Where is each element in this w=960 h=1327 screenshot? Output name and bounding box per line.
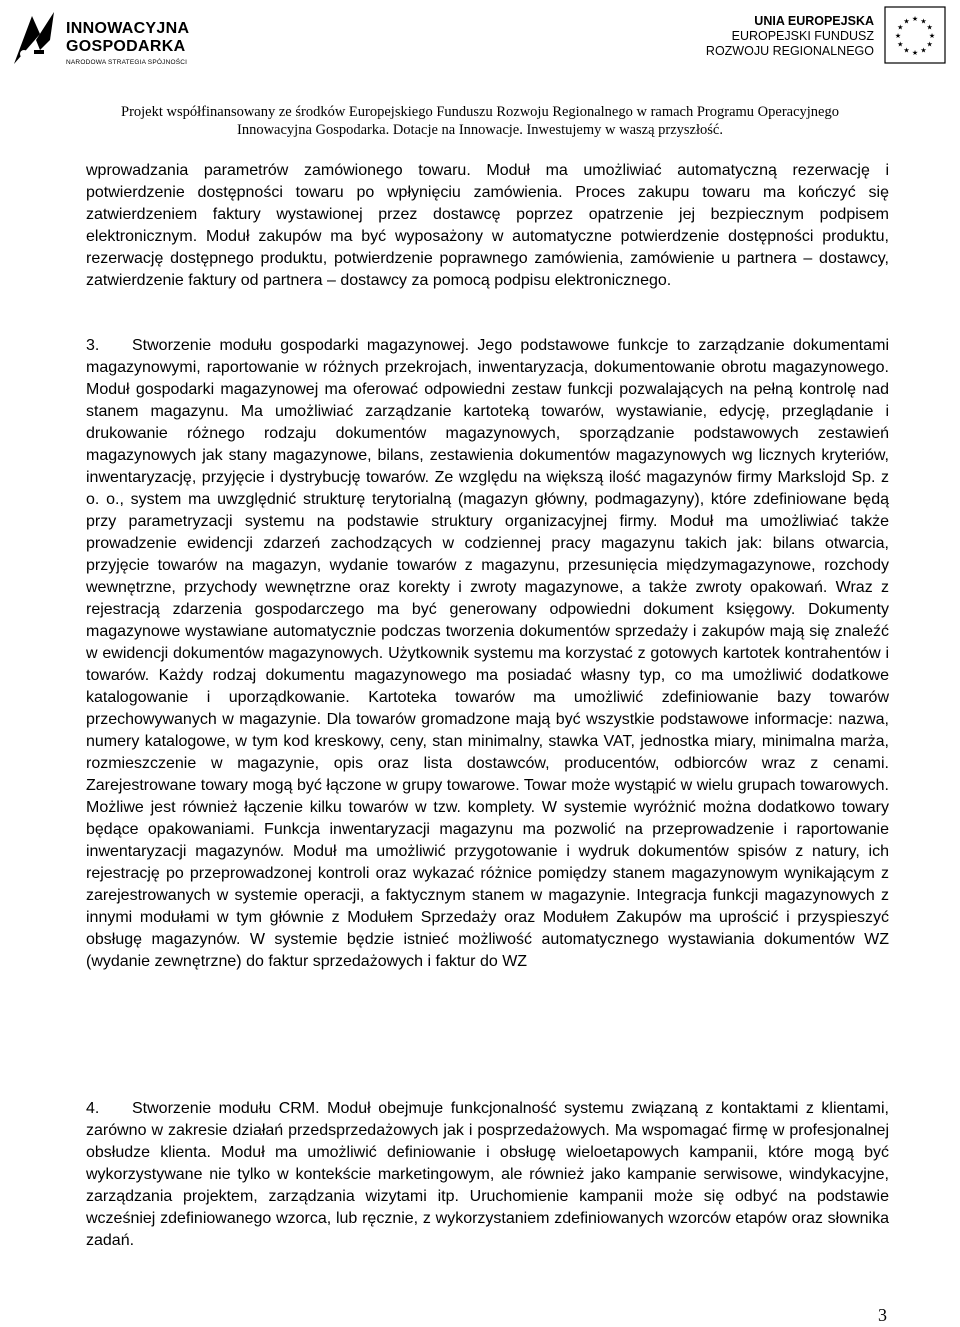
svg-text:★: ★ [920, 46, 927, 55]
svg-text:★: ★ [897, 40, 904, 49]
eu-logo-title: UNIA EUROPEJSKA [754, 14, 874, 28]
svg-text:★: ★ [926, 40, 933, 49]
svg-text:★: ★ [903, 46, 910, 55]
svg-text:★: ★ [897, 23, 904, 32]
page-number: 3 [878, 1305, 887, 1325]
innowacyjna-gospodarka-logo [10, 10, 210, 70]
logo-left-subtitle: NARODOWA STRATEGIA SPÓJNOŚCI [66, 59, 188, 66]
eu-logo-text [706, 14, 874, 59]
paragraph-text: wprowadzania parametrów zamówionego towaru. Moduł ma umożliwiać automatyczną rezerwację i potwierdzenie dostępności towaru po wpłynięciu zamówienia. Proces zakupu towaru ma kończyć się zatwierdzeniem faktury wystawionej przez dostawcę poprzez opatrzenie jej bezpiecznym podpisem elektronicznym. Moduł zakupów ma być wyposażony w automatyczne potwierdzenie dostępności produktu, rezerwację dostępnego produktu, potwierdzenie poprawnego zamówienia, zamówienie u partnera – dostawcy, zatwierdzenie faktury od partnera – dostawcy za pomocą podpisu elektronicznego. [86, 162, 889, 289]
project-funding-line-2: Innowacyjna Gospodarka. Dotacje na Innowacje. Inwestujemy w waszą przyszłość. [237, 122, 723, 138]
eu-flag-icon [884, 6, 946, 64]
list-item-4 [86, 1098, 889, 1252]
svg-text:★: ★ [920, 17, 927, 26]
svg-text:★: ★ [894, 32, 902, 40]
eu-logo-line2: EUROPEJSKI FUNDUSZ [731, 29, 874, 43]
list-item-4-paragraph [86, 1098, 889, 1252]
list-item-3-number: 3. [86, 337, 100, 354]
list-item-4-text: Stworzenie modułu CRM. Moduł obejmuje funkcjonalność systemu związaną z kontaktami z klientami, zarówno w zakresie działań przedsprzedażowych jak i posprzedażowych. Ma wspomagać firmę w profesjonalnej obsłudze klienta. Moduł ma umożliwić definiowanie i obsługę wieloetapowych kampanii, które mogą być wykorzystywane nie tylko w kontekście marketingowym, ale również jako kampanie serwisowe, windykacyjne, zarządzania projektem, zarządzania wizytami itp. Uruchomienie kampanii może się odbyć na podstawie wcześniej zdefiniowanego wzorca, lub ręcznie, z wykorzystaniem zdefiniowanych wzorców etapów oraz słownika zadań. [86, 1100, 889, 1249]
innowacyjna-gospodarka-emblem-icon [10, 10, 58, 66]
continued-paragraph [86, 160, 889, 292]
logo-left-name: INNOWACYJNA GOSPODARKA [66, 20, 190, 55]
project-funding-line-1: Projekt współfinansowany ze środków Europejskiego Funduszu Rozwoju Regionalnego w ramach Programu Operacyjnego [121, 104, 839, 120]
list-item-3-paragraph [86, 335, 889, 973]
page-header [0, 0, 960, 138]
svg-text:★: ★ [911, 49, 919, 57]
svg-text:★: ★ [926, 23, 933, 32]
svg-text:★: ★ [928, 32, 936, 40]
list-item-4-number: 4. [86, 1100, 100, 1117]
svg-text:★: ★ [903, 17, 910, 26]
list-item-3-text: Stworzenie modułu gospodarki magazynowej. Jego podstawowe funkcje to zarządzanie dokumentami magazynowymi, raportowanie w różnych przekrojach, inwentaryzacja, dokumentowanie obrotu magazynowego. Moduł gospodarki magazynowej ma oferować odpowiedni zestaw funkcji pozwalających na pełną kontrolę nad stanem magazynu. Ma umożliwiać zarządzanie kartoteką towarów, wystawianie, edycję, przeglądanie i drukowanie różnego rodzaju dokumentów magazynowych, sporządzanie podstawowych zestawień magazynowych jak stany magazynowe, bilans, zestawienia dokumentów magazynowych wg licznych kryteriów, inwentaryzację, przyjęcie i dystrybucję towarów. Ze względu na większą ilość magazynów firmy Markslojd Sp. z o. o., system ma uwzględnić strukturę terytorialną (magazyn główny, podmagazyny), które zdefiniowane będą przy parametryzacji systemu na podstawie struktury organizacyjnej firmy. Moduł ma umożliwiać także prowadzenie ewidencji zdarzeń zachodzących w codziennej pracy magazynu takich jak: bilans otwarcia, przyjęcie towarów na magazyn, wydanie towarów z magazynu, przesunięcia międzymagazynowe, rozchody wewnętrzne, przychody wewnętrzne oraz korekty i zwroty magazynowe, a także zwroty opakowań. Wraz z rejestracją zdarzenia gospodarczego ma być generowany odpowiedni dokument księgowy. Dokumenty magazynowe wystawiane automatycznie podczas tworzenia dokumentów sprzedaży i zakupów mają się znaleźć w ewidencji dokumentów magazynowych. Użytkownik systemu ma korzystać z gotowych kartotek kontrahentów i towarów. Każdy rodzaj dokumentu magazynowego ma posiadać własny typ, co ma umożliwić dodatkowe katalogowanie i uporządkowanie. Kartoteka towarów ma umożliwić zdefiniowanie bazy towarów przechowywanych w magazynie. Dla towarów gromadzone mają być wszystkie podstawowe informacje: nazwa, numery katalogowe, w tym kod kreskowy, ceny, stan minimalny, stawka VAT, jednostka miary, minimalna marża, rozmieszczenie w magazynie, opis oraz lista dostawców, producentów, odbiorców wraz z cenami. Zarejestrowane towary mogą być łączone w grupy towarowe. Towar może wystąpić w wielu grupach towarowych. Możliwe jest również łączenie kilku towarów w tzw. komplety. W systemie wyróżnić można dodatkowo towary będące opakowaniami. Funkcja inwentaryzacji magazynu ma pozwolić na przeprowadzenie i raportowanie inwentaryzacji magazynów. Moduł ma umożliwić przygotowanie i wydruk dokumentów spisów z natury, ich rejestrację po przeprowadzonej kontroli oraz wykazać różnice pomiędzy stanem magazynowym wynikającym z zarejestrowanych w systemie operacji, a faktycznym stanem w magazynie. Integracja funkcji magazynowych z innymi modułami w tym głównie z Modułem Sprzedaży oraz Modułem Zakupów ma uprościć i przyspieszyć obsługę magazynów. W systemie będzie istnieć możliwość automatycznego wystawiania dokumentów WZ (wydanie zewnętrzne) do faktur sprzedażowych i faktur do WZ [86, 337, 889, 970]
eu-logo [686, 6, 946, 68]
list-item-3 [86, 335, 889, 973]
svg-text:★: ★ [911, 15, 919, 23]
eu-logo-line3: ROZWOJU REGIONALNEGO [705, 44, 874, 58]
